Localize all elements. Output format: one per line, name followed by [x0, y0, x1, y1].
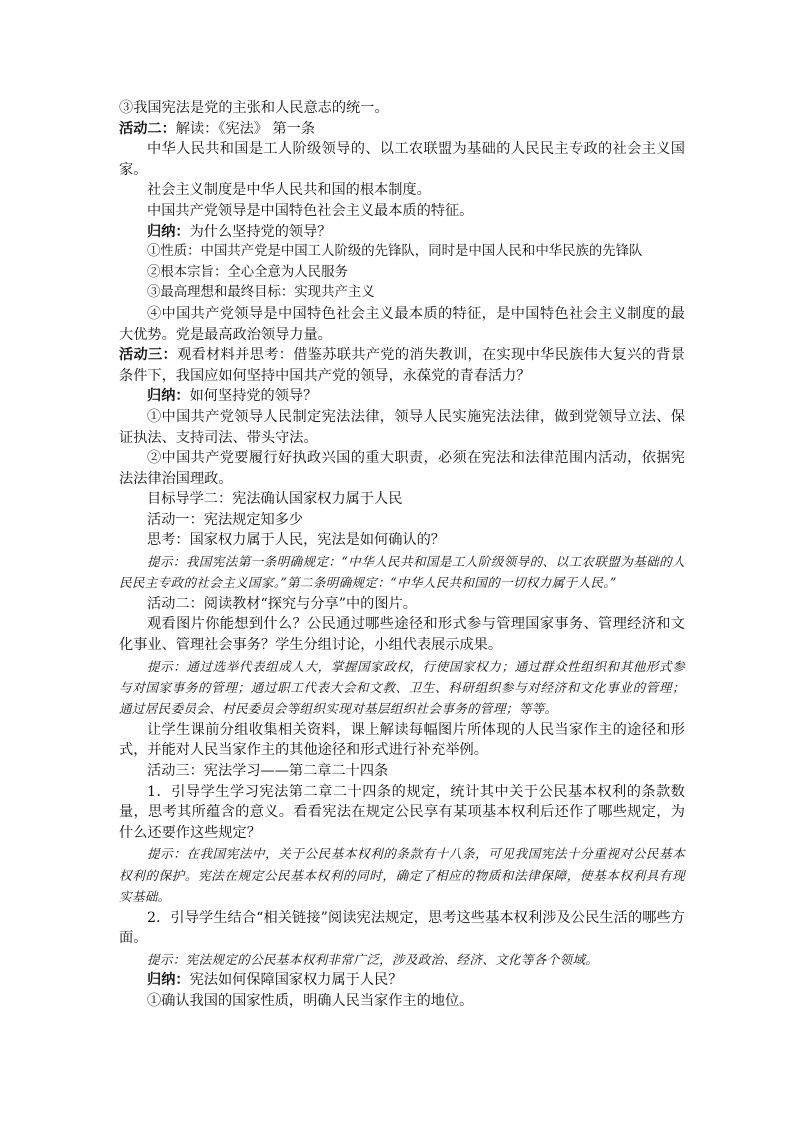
paragraph: ①性质：中国共产党是中国工人阶级的先锋队，同时是中国人民和中华民族的先锋队: [147, 244, 643, 260]
paragraph: 活动一：宪法规定知多少: [147, 511, 304, 528]
summary-heading: [119, 970, 685, 991]
paragraph: 社会主义制度是中华人民共和国的根本制度。: [147, 182, 431, 199]
paragraph: ①中国共产党领导人民制定宪法法律，领导人民实施宪法法律，做到党领导立法、保证执法、支持司法、带头守法。: [119, 408, 685, 446]
paragraph: 中华人民共和国是工人阶级领导的、以工农联盟为基础的人民民主专政的社会主义国家。: [119, 141, 685, 178]
hint-paragraph: 提示：在我国宪法中，关于公民基本权利的条款有十八条，可见我国宪法十分重视对公民基本权利的保护。宪法在规定公民基本权利的同时，确定了相应的物质和法律保障，使基本权利具有现实基础。: [119, 846, 685, 905]
hint-paragraph: 提示：通过选举代表组成人大，掌握国家政权，行使国家权力；通过群众性组织和其他形式参与对国家事务的管理；通过职工代表大会和文教、卫生、科研组织参与对经济和文化事业的管理；通过居民委员会、村民委员会等组织实现对基层组织社会事务的管理；等等。: [119, 658, 685, 717]
paragraph: ①确认我国的国家性质，明确人民当家作主的地位。: [147, 992, 474, 1009]
summary-label: 归纳：: [147, 388, 190, 405]
paragraph: ④中国共产党领导是中国特色社会主义最本质的特征，是中国特色社会主义制度的最大优势。党是最高政治领导力量。: [119, 305, 685, 343]
paragraph: ②中国共产党要履行好执政兴国的重大职责，必须在宪法和法律范围内活动，依据宪法法律治国理政。: [119, 450, 685, 487]
document-page: [119, 98, 685, 1011]
activity-text: 观看材料并思考：借鉴苏联共产党的消失教训，在实现中华民族伟大复兴的背景条件下，我国应如何坚持中国共产党的领导，永葆党的青春活力？: [119, 347, 685, 384]
paragraph: ③最高理想和最终目标：实现共产主义: [147, 285, 375, 301]
paragraph: 思考：国家权力属于人民，宪法是如何确认的？: [147, 532, 445, 549]
activity-heading: [119, 119, 685, 140]
paragraph: 观看图片你能想到什么？公民通过哪些途径和形式参与管理国家事务、管理经济和文化事业、管理社会事务？学生分组讨论，小组代表展示成果。: [119, 616, 685, 654]
summary-label: 归纳：: [147, 223, 190, 240]
summary-text: 为什么坚持党的领导？: [189, 223, 332, 240]
paragraph: ③我国宪法是党的主张和人民意志的统一。: [119, 100, 389, 116]
paragraph: 2．引导学生结合“相关链接”阅读宪法规定，思考这些基本权利涉及公民生活的哪些方面。: [119, 909, 685, 947]
summary-text: 如何坚持党的领导？: [189, 388, 318, 405]
paragraph: ②根本宗旨：全心全意为人民服务: [147, 264, 348, 280]
activity-label: 活动三：: [119, 347, 178, 364]
paragraph: 中国共产党领导是中国特色社会主义最本质的特征。: [147, 202, 474, 219]
summary-label: 归纳：: [147, 972, 190, 989]
hint-paragraph: 提示：宪法规定的公民基本权利非常广泛，涉及政治、经济、文化等各个领域。: [147, 951, 599, 967]
paragraph: 活动二：阅读教材“探究与分享”中的图片。: [147, 595, 417, 612]
summary-text: 宪法如何保障国家权力属于人民？: [189, 972, 403, 989]
activity-text: 解读：《宪法》 第一条: [175, 120, 316, 137]
hint-paragraph: 提示：我国宪法第一条明确规定：“中华人民共和国是工人阶级领导的、以工农联盟为基础的人民民主专政的社会主义国家。”第二条明确规定：“中华人民共和国的一切权力属于人民。”: [119, 554, 685, 591]
paragraph: 1．引导学生学习宪法第二章二十四条的规定，统计其中关于公民基本权利的条款数量，思考其所蕴含的意义。看看宪法在规定公民享有某项基本权利后还作了哪些规定，为什么还要作这些规定？: [119, 783, 685, 841]
summary-heading: [119, 386, 685, 407]
paragraph: 活动三：宪法学习——第二章二十四条: [147, 763, 389, 780]
activity-heading: [119, 345, 685, 386]
summary-heading: [119, 222, 685, 243]
paragraph: 让学生课前分组收集相关资料，课上解读每幅图片所体现的人民当家作主的途径和形式，并能对人民当家作主的其他途径和形式进行补充举例。: [119, 721, 685, 759]
section-heading: 目标导学二：宪法确认国家权力属于人民: [147, 491, 403, 508]
activity-label: 活动二：: [119, 120, 176, 137]
